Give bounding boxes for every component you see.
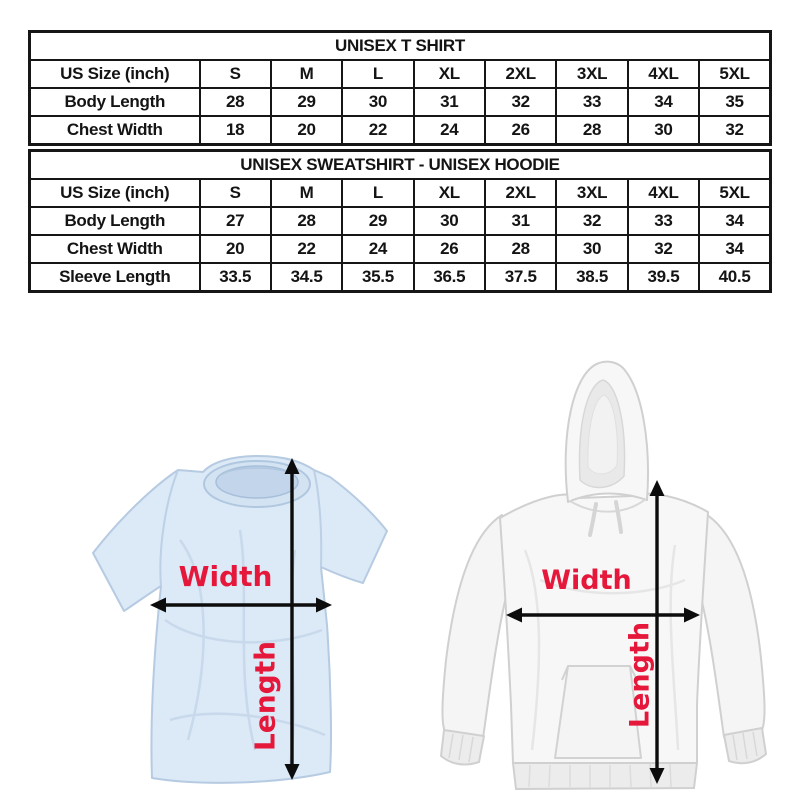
row-label: Body Length bbox=[30, 207, 200, 235]
table-row bbox=[30, 116, 771, 145]
size-cell: 32 bbox=[699, 116, 770, 145]
row-label: Chest Width bbox=[30, 235, 200, 263]
size-cell: 34.5 bbox=[271, 263, 342, 292]
size-cell: 27 bbox=[200, 207, 271, 235]
size-cell: 36.5 bbox=[414, 263, 485, 292]
tshirt-measure-diagram bbox=[60, 420, 395, 790]
row-label: Body Length bbox=[30, 88, 200, 116]
table-title-row bbox=[30, 151, 771, 180]
size-cell: 28 bbox=[271, 207, 342, 235]
table-header-row bbox=[30, 60, 771, 88]
size-cell: 39.5 bbox=[628, 263, 699, 292]
size-cell: 28 bbox=[200, 88, 271, 116]
row-label: Chest Width bbox=[30, 116, 200, 145]
table-title: UNISEX T SHIRT bbox=[30, 32, 771, 61]
size-header: 2XL bbox=[485, 179, 556, 207]
size-cell: 20 bbox=[200, 235, 271, 263]
table-row bbox=[30, 88, 771, 116]
size-header: 3XL bbox=[556, 60, 627, 88]
table-title-row bbox=[30, 32, 771, 61]
size-cell: 35 bbox=[699, 88, 770, 116]
size-cell: 29 bbox=[342, 207, 413, 235]
size-cell: 30 bbox=[556, 235, 627, 263]
size-tables-section bbox=[28, 30, 772, 296]
size-cell: 32 bbox=[628, 235, 699, 263]
size-cell: 30 bbox=[628, 116, 699, 145]
size-cell: 33 bbox=[556, 88, 627, 116]
length-arrowhead-top bbox=[650, 480, 665, 496]
tshirt-length-label: Length bbox=[248, 640, 282, 752]
size-cell: 34 bbox=[699, 235, 770, 263]
size-cell: 20 bbox=[271, 116, 342, 145]
size-cell: 34 bbox=[628, 88, 699, 116]
size-cell: 29 bbox=[271, 88, 342, 116]
size-header: L bbox=[342, 179, 413, 207]
size-cell: 33.5 bbox=[200, 263, 271, 292]
size-header: 5XL bbox=[699, 60, 770, 88]
size-cell: 37.5 bbox=[485, 263, 556, 292]
size-cell: 22 bbox=[342, 116, 413, 145]
size-cell: 31 bbox=[485, 207, 556, 235]
size-header: S bbox=[200, 179, 271, 207]
size-header: M bbox=[271, 179, 342, 207]
table-header-row bbox=[30, 179, 771, 207]
size-cell: 31 bbox=[414, 88, 485, 116]
size-header: XL bbox=[414, 60, 485, 88]
size-cell: 30 bbox=[414, 207, 485, 235]
hoodie-size-table bbox=[28, 149, 772, 293]
header-label: US Size (inch) bbox=[30, 179, 200, 207]
size-cell: 32 bbox=[485, 88, 556, 116]
size-header: 3XL bbox=[556, 179, 627, 207]
size-cell: 35.5 bbox=[342, 263, 413, 292]
size-cell: 34 bbox=[699, 207, 770, 235]
size-header: 4XL bbox=[628, 179, 699, 207]
hoodie-length-label: Length bbox=[624, 621, 656, 729]
table-title: UNISEX SWEATSHIRT - UNISEX HOODIE bbox=[30, 151, 771, 180]
size-header: XL bbox=[414, 179, 485, 207]
tshirt-size-table bbox=[28, 30, 772, 146]
table-row bbox=[30, 235, 771, 263]
table-row bbox=[30, 263, 771, 292]
row-label: Sleeve Length bbox=[30, 263, 200, 292]
size-cell: 26 bbox=[485, 116, 556, 145]
size-header: S bbox=[200, 60, 271, 88]
size-cell: 24 bbox=[342, 235, 413, 263]
size-cell: 28 bbox=[556, 116, 627, 145]
size-cell: 18 bbox=[200, 116, 271, 145]
size-cell: 33 bbox=[628, 207, 699, 235]
hoodie-illustration bbox=[420, 350, 785, 795]
size-cell: 32 bbox=[556, 207, 627, 235]
tshirt-width-label: Width bbox=[178, 560, 273, 593]
size-header: 5XL bbox=[699, 179, 770, 207]
size-header: 2XL bbox=[485, 60, 556, 88]
size-cell: 38.5 bbox=[556, 263, 627, 292]
table-row bbox=[30, 207, 771, 235]
size-cell: 22 bbox=[271, 235, 342, 263]
size-cell: 40.5 bbox=[699, 263, 770, 292]
size-header: 4XL bbox=[628, 60, 699, 88]
size-header: M bbox=[271, 60, 342, 88]
size-cell: 28 bbox=[485, 235, 556, 263]
header-label: US Size (inch) bbox=[30, 60, 200, 88]
size-cell: 26 bbox=[414, 235, 485, 263]
hoodie-width-label: Width bbox=[541, 565, 632, 596]
tshirt-illustration bbox=[60, 420, 395, 790]
size-cell: 24 bbox=[414, 116, 485, 145]
size-cell: 30 bbox=[342, 88, 413, 116]
size-header: L bbox=[342, 60, 413, 88]
hoodie-measure-diagram bbox=[420, 350, 785, 795]
